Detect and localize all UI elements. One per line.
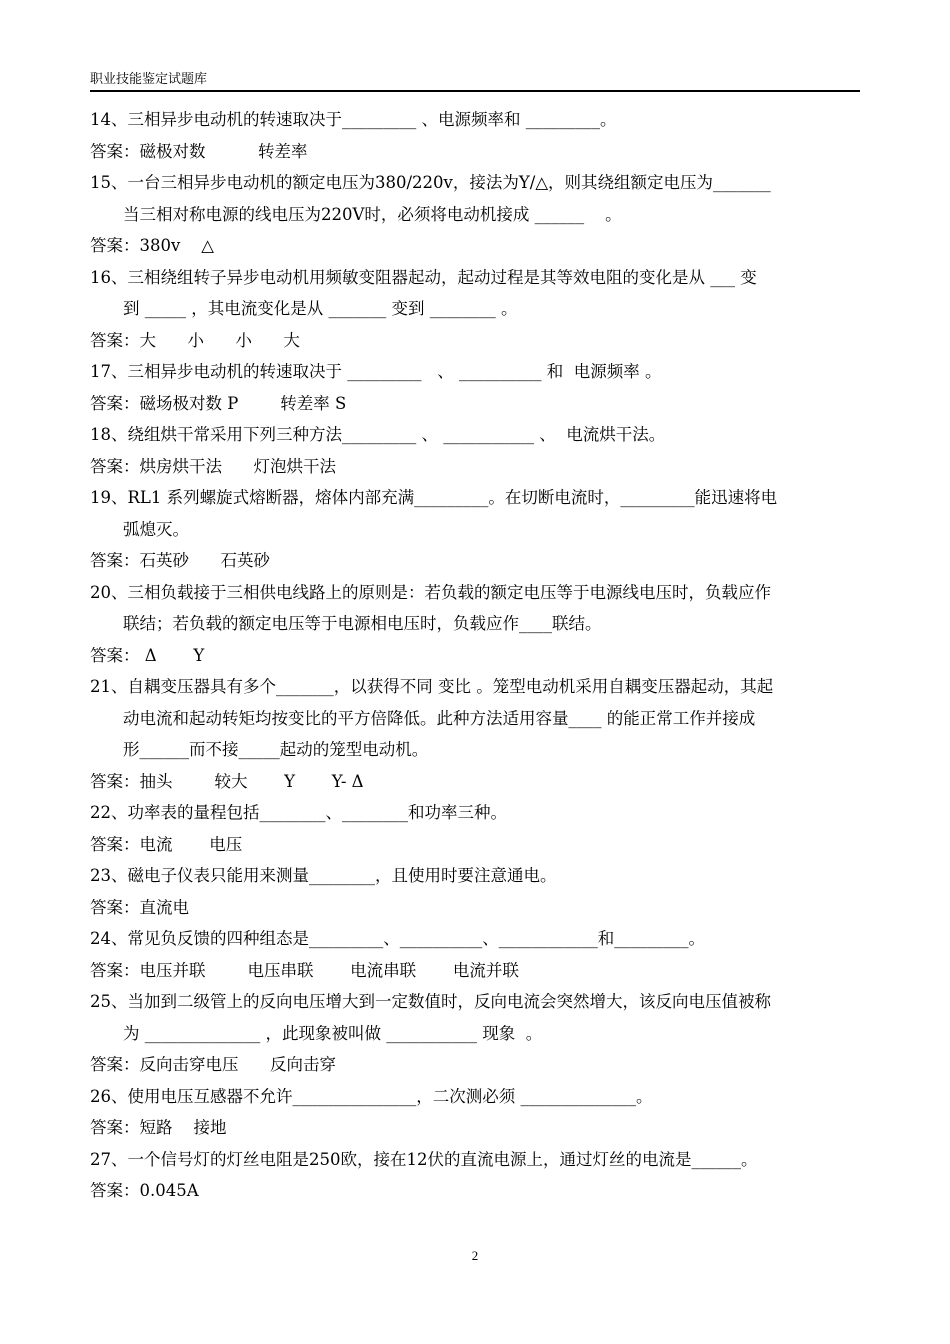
answer-22: 答案：电流 电压 xyxy=(90,834,243,854)
page-header: 职业技能鉴定试题库 xyxy=(90,68,860,92)
answer-25: 答案：反向击穿电压 反向击穿 xyxy=(90,1055,336,1074)
answer-16: 答案：大 小 小 大 xyxy=(90,330,300,350)
page-number: 2 xyxy=(471,1248,479,1263)
question-26: 26、使用电压互感器不允许_______________，二次测必须 ______________。 xyxy=(90,1086,653,1106)
answer-27: 答案：0.045A xyxy=(90,1181,199,1200)
question-19-cont: 弧熄灭。 xyxy=(123,519,189,539)
question-19: 19、RL1 系列螺旋式熔断器，熔体内部充满_________。在切断电流时，_________能迅速将电 xyxy=(90,488,778,507)
question-15: 15、一台三相异步电动机的额定电压为380/220v，接法为Y/△，则其绕组额定电压为_______ xyxy=(90,173,771,192)
question-21: 21、自耦变压器具有多个_______，以获得不同 变比 。笼型电动机采用自耦变压器起动，其起 xyxy=(90,677,774,696)
answer-17: 答案：磁场极对数 P 转差率 S xyxy=(90,393,347,413)
question-27: 27、一个信号灯的灯丝电阻是250欧，接在12伏的直流电源上，通过灯丝的电流是______。 xyxy=(90,1149,758,1169)
question-17: 17、三相异步电动机的转速取决于 _________ 、 __________ 和 电源频率 。 xyxy=(90,362,662,381)
question-25-cont: 为 ______________ ，此现象被叫做 ___________ 现象 。 xyxy=(123,1023,543,1043)
question-18: 18、绕组烘干常采用下列三种方法_________ 、 ___________ 、 电流烘干法。 xyxy=(90,425,666,444)
answer-23: 答案：直流电 xyxy=(90,897,189,917)
answer-19: 答案：石英砂 石英砂 xyxy=(90,551,270,570)
question-14: 14、三相异步电动机的转速取决于_________ 、电源频率和 _________。 xyxy=(90,110,617,129)
answer-20: 答案： Δ Y xyxy=(90,645,205,665)
answer-26: 答案：短路 接地 xyxy=(90,1118,227,1137)
question-20-cont: 联结；若负载的额定电压等于电源相电压时，负载应作____联结。 xyxy=(123,614,602,633)
question-20: 20、三相负载接于三相供电线路上的原则是：若负载的额定电压等于电源线电压时，负载应作 xyxy=(90,582,771,602)
question-list xyxy=(90,104,862,1207)
question-21-cont: 动电流和起动转矩均按变比的平方倍降低。此种方法适用容量____ 的能正常工作并接成 xyxy=(123,708,756,728)
question-24: 24、常见负反馈的四种组态是_________、__________、____________和_________。 xyxy=(90,929,705,948)
question-16-cont: 到 _____ ，其电流变化是从 _______ 变到 ________ 。 xyxy=(123,299,518,318)
question-23: 23、磁电子仪表只能用来测量________，且使用时要注意通电。 xyxy=(90,866,557,885)
question-22: 22、功率表的量程包括________、________和功率三种。 xyxy=(90,803,507,822)
answer-21: 答案：抽头 较大 Y Y- Δ xyxy=(90,771,364,791)
answer-18: 答案：烘房烘干法 灯泡烘干法 xyxy=(90,456,336,476)
question-16: 16、三相绕组转子异步电动机用频敏变阻器起动，起动过程是其等效电阻的变化是从 ___ 变 xyxy=(90,267,757,287)
answer-15: 答案：380v △ xyxy=(90,236,214,255)
question-25: 25、当加到二级管上的反向电压增大到一定数值时，反向电流会突然增大，该反向电压值被称 xyxy=(90,992,771,1011)
question-15-cont: 当三相对称电源的线电压为220V时，必须将电动机接成 ______ 。 xyxy=(123,204,622,224)
answer-14: 答案：磁极对数 转差率 xyxy=(90,141,308,161)
answer-24: 答案：电压并联 电压串联 电流串联 电流并联 xyxy=(90,960,519,980)
question-21-cont-2: 形______而不接_____起动的笼型电动机。 xyxy=(123,740,429,759)
